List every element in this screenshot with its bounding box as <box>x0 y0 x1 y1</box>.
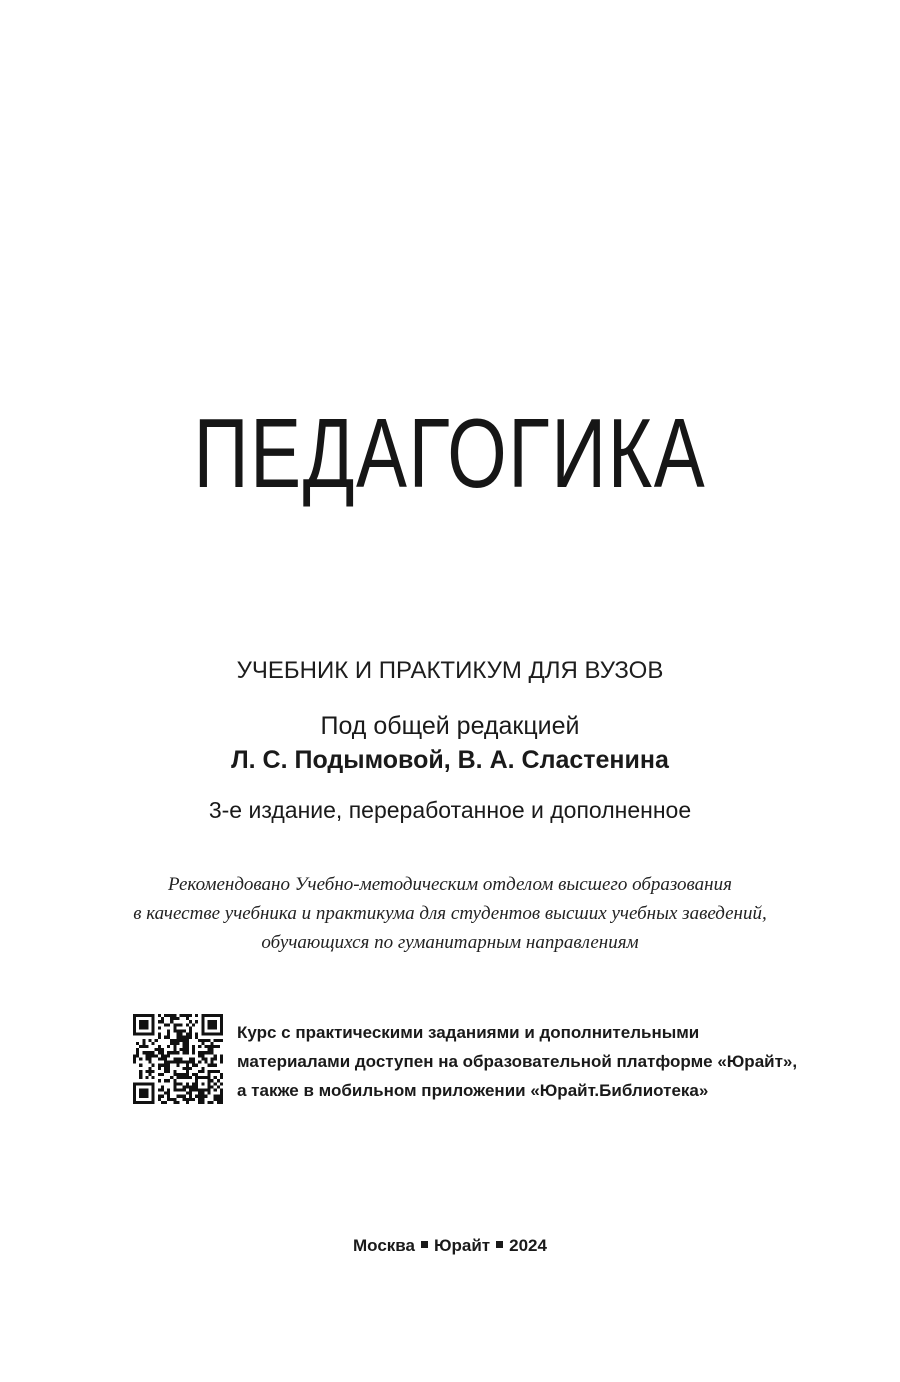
editor-intro: Под общей редакцией <box>320 712 580 740</box>
imprint-publisher: Юрайт <box>433 1236 491 1255</box>
recommendation-line: в качестве учебника и практикума для студентов высших учебных заведений, <box>133 903 767 924</box>
recommendation-line: обучающихся по гуманитарным направлениям <box>261 932 639 953</box>
editors-names: Л. С. Подымовой, В. А. Сластенина <box>231 746 669 774</box>
separator-square-icon <box>496 1241 503 1248</box>
course-note-line: Курс с практическими заданиями и дополнительными <box>237 1023 700 1042</box>
course-note <box>237 1018 797 1105</box>
imprint-city: Москва <box>353 1236 415 1255</box>
course-note-line: а также в мобильном приложении «Юрайт.Библиотека» <box>237 1081 709 1100</box>
edition-info: 3-е издание, переработанное и дополненное <box>208 797 692 823</box>
course-note-line: материалами доступен на образовательной платформе «Юрайт», <box>237 1052 798 1071</box>
imprint <box>0 1234 900 1258</box>
qr-code-icon <box>133 1014 223 1104</box>
separator-square-icon <box>421 1241 428 1248</box>
imprint-year: 2024 <box>509 1236 547 1255</box>
recommendation-line: Рекомендовано Учебно-методическим отделом высшего образования <box>168 874 732 895</box>
book-title: ПЕДАГОГИКА <box>193 398 707 508</box>
book-subtitle: УЧЕБНИК И ПРАКТИКУМ ДЛЯ ВУЗОВ <box>236 657 664 684</box>
recommendation-note <box>0 870 900 957</box>
